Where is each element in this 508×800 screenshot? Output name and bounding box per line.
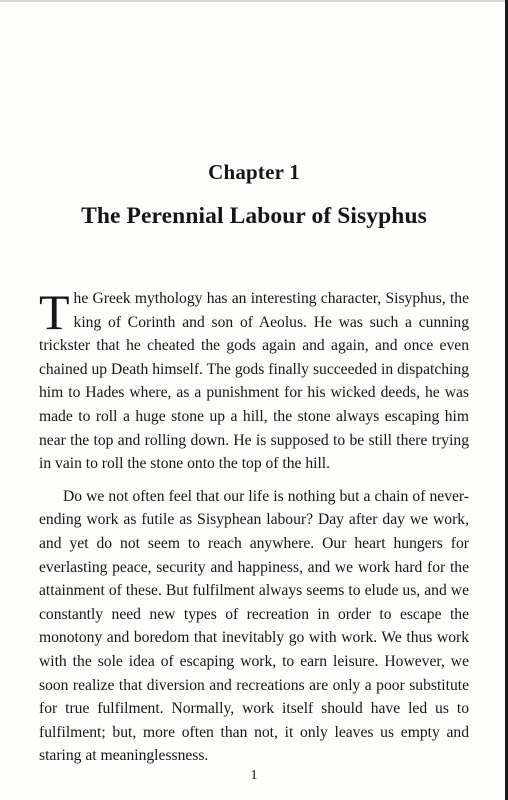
drop-cap: T (39, 284, 70, 340)
paragraph-1-text: he Greek mythology has an interesting character, Sisyphus, the king of Corinth and son of Aeolus. He was such a cunning trickster that he cheated the gods again and again, and once even chained up Death himself. The gods finally succeeded in dispatching him to Hades where, as a punishment for his wicked deeds, he was made to roll a huge stone up a hill, the stone always escaping him near the top and rolling down. He is supposed to be still there trying in vain to roll the stone onto the top of the hill. (39, 290, 469, 473)
page-top-edge (0, 0, 508, 2)
chapter-label: Chapter 1 (208, 160, 300, 184)
paragraph-2: Do we not often feel that our life is nothing but a chain of never-ending work as futile as Sisyphean labour? Day after day we work, and yet do not seem to reach anywhere. Our heart hungers for everlasting peace, security and happiness, and we work hard for the attainment of these. But fulfilment always seems to elude us, and we constantly need new types of recreation in order to escape the monotony and boredom that inevitably go with work. We thus work with the sole idea of escaping work, to earn leisure. However, we soon realize that diversion and recreations are only a poor substitute for true fulfilment. Normally, work itself should have led us to fulfilment; but, more often than not, it only leaves us empty and staring at meaninglessness. (39, 487, 469, 765)
paragraph-1 (39, 284, 469, 476)
page-number: 1 (250, 768, 258, 783)
chapter-body (39, 284, 469, 768)
chapter-title: The Perennial Labour of Sisyphus (81, 203, 427, 229)
